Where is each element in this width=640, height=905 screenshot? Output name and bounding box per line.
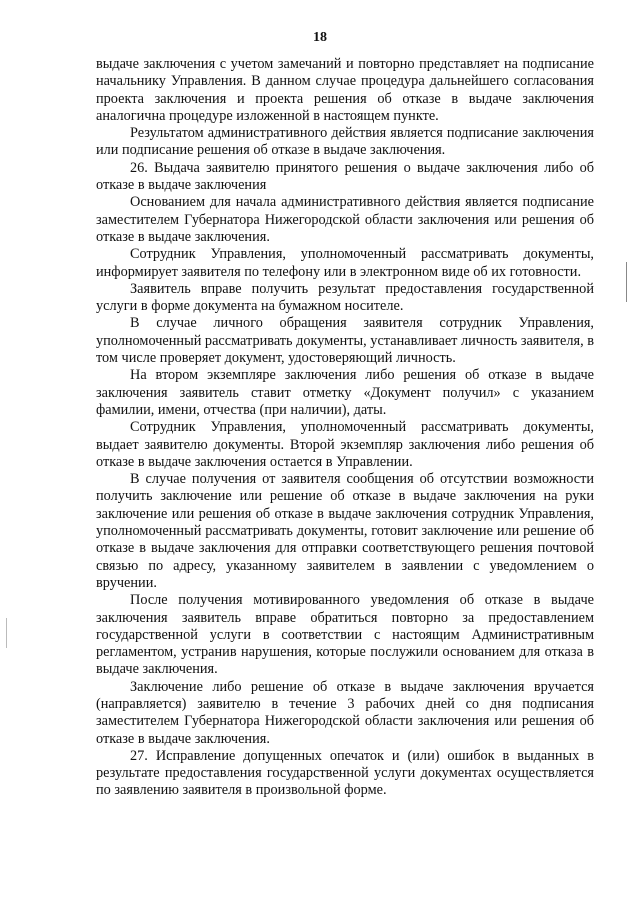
- paragraph-item-26-heading: 26. Выдача заявителю принятого решения о выдаче заключения либо об отказе в выдаче заключения: [96, 159, 594, 194]
- paragraph-right-to-receive: Заявитель вправе получить результат предоставления государственной услуги в форме документа на бумажном носителе.: [96, 280, 594, 315]
- paragraph-issue-documents: Сотрудник Управления, уполномоченный рассматривать документы, выдает заявителю документы. Второй экземпляр заключения либо решения об отказе в выдаче заключения остается в Управлении.: [96, 419, 594, 470]
- scan-margin-mark: [626, 262, 627, 302]
- paragraph-delivery-deadline: Заключение либо решение об отказе в выдаче заключения вручается (направляется) заявителю в течение 3 рабочих дней со дня подписания заместителем Губернатора Нижегородской области заключения или решения об отказе в выдаче заключения.: [96, 678, 594, 747]
- paragraph-continuation: выдаче заключения с учетом замечаний и повторно представляет на подписание начальнику Управления. В данном случае процедура дальнейшего согласования проекта заключения и проекта решения об отказе в выдаче заключения аналогична процедуре изложенной в настоящем пункте.: [96, 56, 594, 124]
- paragraph-basis: Основанием для начала административного действия является подписание заместителем Губернатора Нижегородской области заключения или решения об отказе в выдаче заключения.: [96, 194, 594, 245]
- paragraph-inform: Сотрудник Управления, уполномоченный рассматривать документы, информирует заявителя по телефону или в электронном виде об их готовности.: [96, 246, 594, 280]
- scan-edge-mark: [6, 618, 7, 648]
- paragraph-second-copy: На втором экземпляре заключения либо решения об отказе в выдаче заключения заявитель ставит отметку «Документ получил» с указанием фамилии, имени, отчества (при наличии), даты.: [96, 367, 594, 418]
- page-number: 18: [313, 30, 327, 45]
- paragraph-personal-visit: В случае личного обращения заявителя сотрудник Управления, уполномоченный рассматривать документы, устанавливает личность заявителя, в том числе проверяет документ, удостоверяющий личность.: [96, 315, 594, 367]
- paragraph-postal-delivery: В случае получения от заявителя сообщения об отсутствии возможности получить заключение или решение об отказе в выдаче заключения на руки заключение или решения об отказе в выдаче заключения сотрудник Управления, уполномоченный рассматривать документы, готовит заключение или решение об отказе в выдаче заключения для отправки соответствующего решения почтовой связью по адресу, указанному заявителем в заявлении с уведомлением о вручении.: [96, 471, 594, 591]
- paragraph-repeat-request: После получения мотивированного уведомления об отказе в выдаче заключения заявитель вправе обратиться повторно за предоставлением государственной услуги в соответствии с настоящим Административным регламентом, устранив нарушения, которые послужили основанием для отказа в выдаче заключения.: [96, 592, 594, 678]
- paragraph-item-27: 27. Исправление допущенных опечаток и (или) ошибок в выданных в результате предоставления государственной услуги документах осуществляется по заявлению заявителя в произвольной форме.: [96, 747, 594, 799]
- paragraph-result: Результатом административного действия является подписание заключения или подписание решения об отказе в выдаче заключения.: [96, 125, 594, 159]
- document-body: [96, 56, 594, 800]
